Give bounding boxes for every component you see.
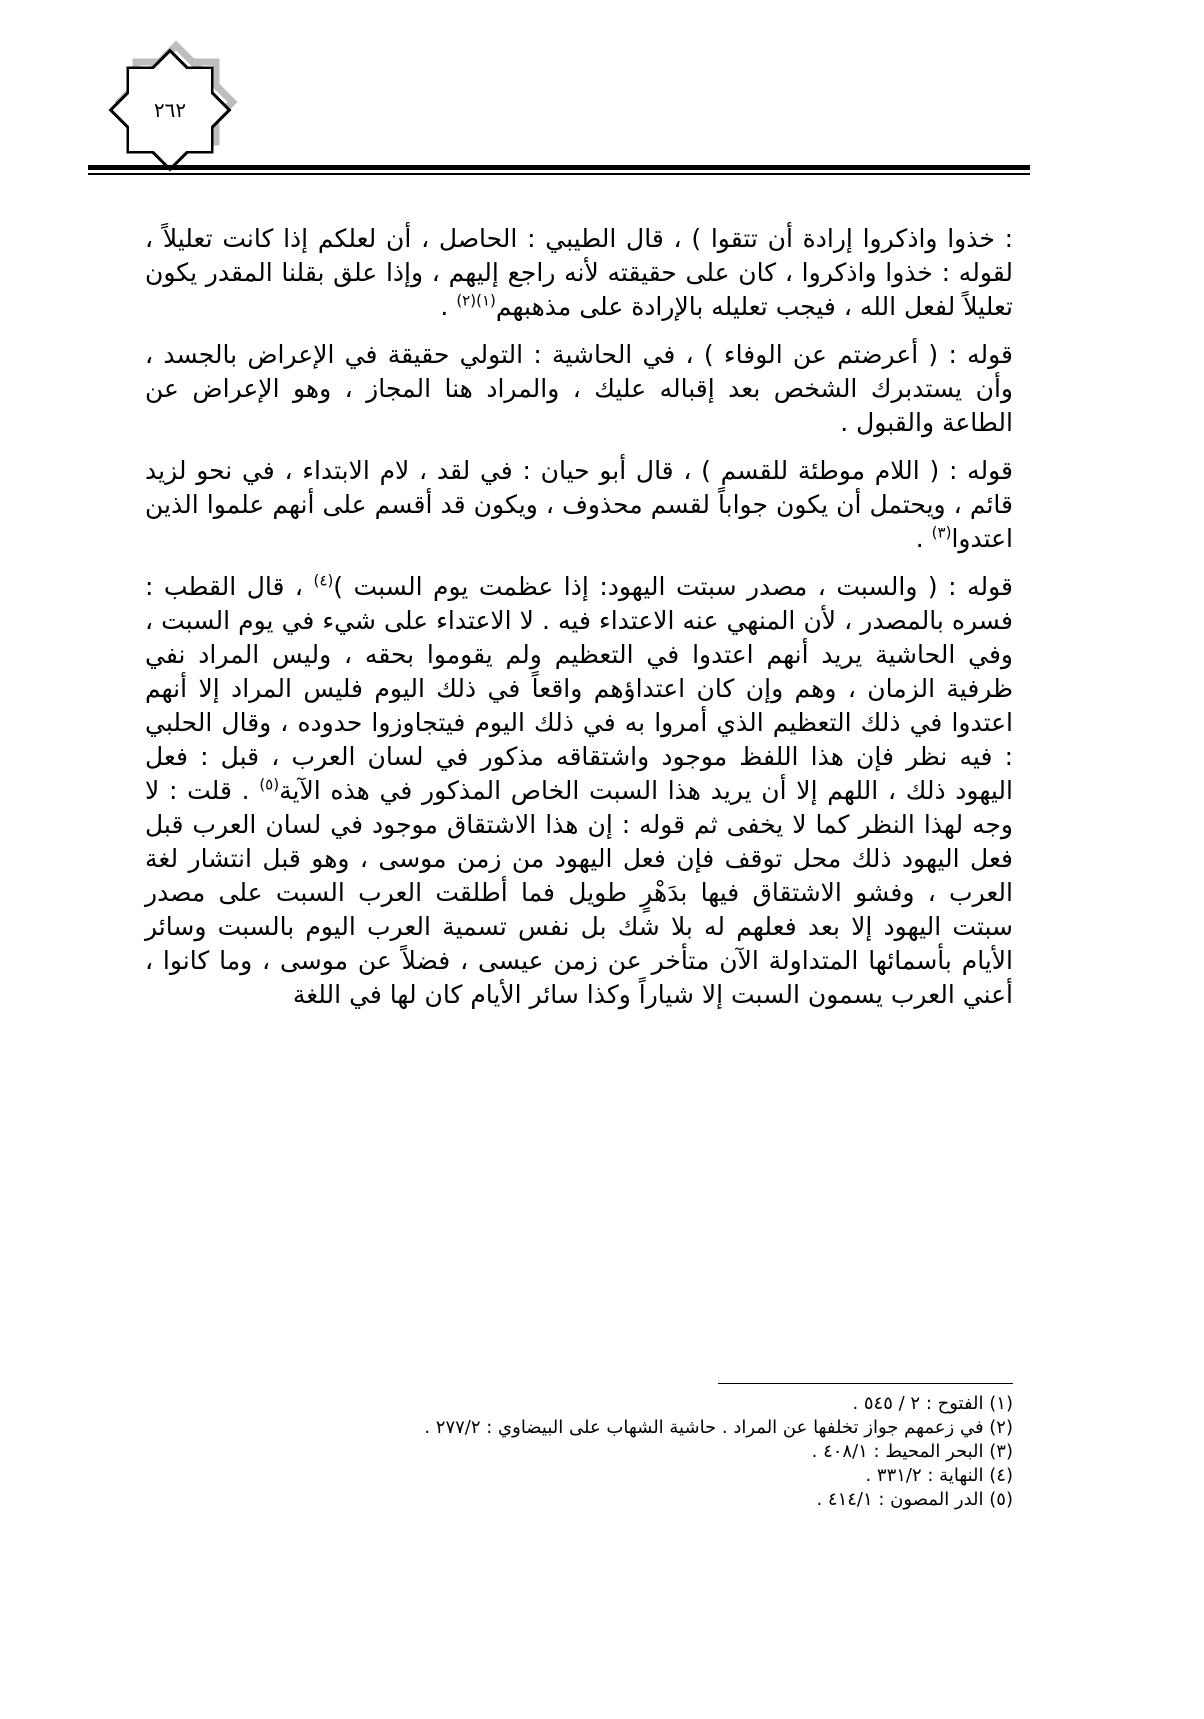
paragraph bbox=[145, 570, 1013, 1012]
text-run: . bbox=[440, 292, 457, 321]
footnote-item: (٥) الدر المصون : ٤١٤/١ . bbox=[816, 1489, 1013, 1510]
header-rule-thin bbox=[88, 173, 1030, 175]
footnote-ref: (٥) bbox=[259, 775, 280, 794]
text-run: قوله : ( والسبت ، مصدر سبتت اليهود: إذا عظمت يوم السبت ) bbox=[333, 572, 1013, 601]
footnote-item: (٢) في زعمهم جواز تخلفها عن المراد . حاشية الشهاب على البيضاوي : ٢٧٧/٢ . bbox=[424, 1417, 1013, 1438]
page-number-badge bbox=[100, 40, 240, 180]
footnote-ref: (٤) bbox=[313, 571, 334, 590]
footnotes bbox=[145, 1392, 1013, 1512]
paragraph bbox=[145, 454, 1013, 556]
page-number: ٢٦٢ bbox=[153, 98, 187, 122]
footnote-item: (٣) البحر المحيط : ٤٠٨/١ . bbox=[811, 1441, 1013, 1462]
footnote-item: (٤) النهاية : ٣٣١/٢ . bbox=[865, 1465, 1013, 1486]
text-run: . bbox=[915, 524, 932, 553]
text-run: ، قال القطب : فسره بالمصدر ، لأن المنهي عنه الاعتداء فيه . لا الاعتداء على شيء في يوم السبت ، وفي الحاشية يريد أنهم اعتدوا في التعظيم ولم يقوموا بحقه ، وليس المراد نفي ظرفية الزمان ، وهم وإن كان اعتداؤهم واقعاً في ذلك اليوم فليس المراد إلا أنهم اعتدوا في ذلك التعظيم الذي أمروا به في ذلك اليوم فيتجاوزوا حدوده ، وقال الحلبي : فيه نظر فإن هذا اللفظ موجود واشتقاقه مذكور في لسان العرب ، قبل : فعل اليهود ذلك ، اللهم إلا أن يريد هذا السبت الخاص المذكور في هذه الآية bbox=[145, 572, 1013, 805]
main-text bbox=[145, 222, 1013, 1026]
header-rule-thick bbox=[88, 165, 1030, 170]
text-run: : خذوا واذكروا إرادة أن تتقوا ) ، قال الطيبي : الحاصل ، أن لعلكم إذا كانت تعليلاً ، لقوله : خذوا واذكروا ، كان على حقيقته لأنه راجع إليهم ، وإذا علق بقلنا المقدر يكون تعليلاً لفعل الله ، فيجب تعليله بالإرادة على مذهبهم bbox=[145, 224, 1013, 321]
footnote-separator bbox=[718, 1383, 1013, 1384]
text-run: قوله : ( أعرضتم عن الوفاء ) ، في الحاشية : التولي حقيقة في الإعراض بالجسد ، وأن يستدبرك الشخص بعد إقباله عليك ، والمراد هنا المجاز ، وهو الإعراض عن الطاعة والقبول . bbox=[145, 340, 1013, 437]
text-run: . قلت : لا وجه لهذا النظر كما لا يخفى ثم قوله : إن هذا الاشتقاق موجود في لسان العرب قبل فعل اليهود ذلك محل توقف فإن فعل اليهود من زمن موسى ، وهو قبل انتشار لغة العرب ، وفشو الاشتقاق فيها بدَهْرٍ طويل فما أطلقت العرب السبت على مصدر سبتت اليهود إلا بعد فعلهم له بلا شك بل نفس تسمية العرب اليوم بالسبت وسائر الأيام بأسمائها المتداولة الآن متأخر عن زمن عيسى ، فضلاً عن موسى ، وما كانوا ، أعني العرب يسمون السبت إلا شياراً وكذا سائر الأيام كان لها في اللغة bbox=[145, 776, 1013, 1009]
paragraph bbox=[145, 222, 1013, 324]
text-run: قوله : ( اللام موطئة للقسم ) ، قال أبو حيان : في لقد ، لام الابتداء ، في نحو لزيد قائم ، ويحتمل أن يكون جواباً لقسم محذوف ، ويكون قد أقسم على أنهم علموا الذين اعتدوا bbox=[145, 456, 1013, 553]
footnote-item: (١) الفتوح : ٢ / ٥٤٥ . bbox=[852, 1393, 1013, 1414]
paragraph bbox=[145, 338, 1013, 440]
footnote-ref: (١)(٢) bbox=[456, 291, 496, 310]
footnote-ref: (٣) bbox=[931, 523, 952, 542]
